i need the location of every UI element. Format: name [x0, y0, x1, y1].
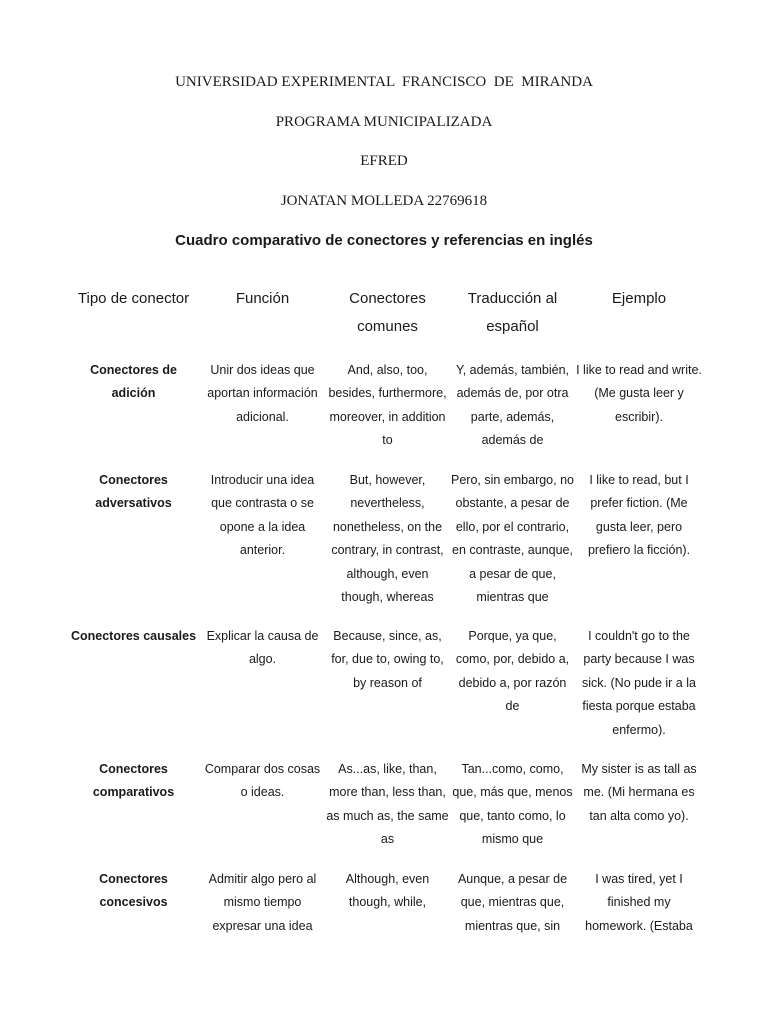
table-row: [67, 357, 703, 467]
document-title: Cuadro comparativo de conectores y referencias en inglés: [175, 232, 593, 249]
table-row: [67, 756, 703, 866]
cell-example: I couldn't go to the party because I was sick. (No pude ir a la fiesta porque estaba enfermo).: [582, 629, 696, 737]
cell-type: Conectores de adición: [90, 363, 177, 401]
cell-translation: Porque, ya que, como, por, debido a, debido a, por razón de: [455, 629, 570, 714]
cell-translation: Pero, sin embargo, no obstante, a pesar de ello, por el contrario, en contraste, aunque, a pesar de que, mientras que: [451, 473, 574, 605]
table-header-row: [67, 283, 703, 357]
cell-type: Conectores causales: [70, 629, 197, 643]
column-header-type: Tipo de conector: [77, 290, 190, 307]
cell-connectors: Although, even though, while,: [345, 872, 430, 910]
university-name: UNIVERSIDAD EXPERIMENTAL FRANCISCO DE MIRANDA: [175, 74, 593, 90]
cell-type: Conectores comparativos: [92, 762, 175, 800]
student-name: JONATAN MOLLEDA 22769618: [280, 193, 488, 209]
cell-function: Unir dos ideas que aportan información adicional.: [207, 363, 318, 424]
column-header-connectors: Conectores comunes: [349, 290, 426, 335]
subject-name: EFRED: [360, 153, 408, 169]
cell-translation: Aunque, a pesar de que, mientras que, mientras que, sin: [457, 872, 568, 933]
cell-example: I like to read and write. (Me gusta leer y escribir).: [576, 363, 702, 424]
program-name: PROGRAMA MUNICIPALIZADA: [275, 114, 493, 130]
column-header-translation: Traducción al español: [467, 290, 558, 335]
column-header-function: Función: [235, 290, 290, 307]
cell-function: Introducir una idea que contrasta o se opone a la idea anterior.: [210, 473, 315, 558]
table-row: [67, 623, 703, 756]
cell-translation: Tan...como, como, que, más que, menos que, tanto como, lo mismo que: [452, 762, 573, 847]
cell-type: Conectores concesivos: [99, 872, 168, 910]
cell-function: Explicar la causa de algo.: [206, 629, 319, 667]
cell-connectors: And, also, too, besides, furthermore, moreover, in addition to: [328, 363, 447, 448]
cell-example: My sister is as tall as me. (Mi hermana es tan alta como yo).: [581, 762, 697, 823]
table-row: [67, 467, 703, 623]
table-row: [67, 866, 703, 946]
cell-translation: Y, además, también, además de, por otra parte, además, además de: [455, 363, 570, 448]
cell-connectors: Because, since, as, for, due to, owing to, by reason of: [331, 629, 444, 690]
cell-example: I was tired, yet I finished my homework. (Estaba: [585, 872, 693, 933]
column-header-example: Ejemplo: [611, 290, 667, 307]
cell-example: I like to read, but I prefer fiction. (Me gusta leer, pero prefiero la ficción).: [587, 473, 691, 558]
cell-connectors: But, however, nevertheless, nonetheless, on the contrary, in contrast, although, even though, whereas: [331, 473, 444, 605]
cell-function: Comparar dos cosas o ideas.: [204, 762, 321, 800]
comparison-table: [67, 283, 703, 946]
cell-connectors: As...as, like, than, more than, less than, as much as, the same as: [326, 762, 449, 847]
cell-function: Admitir algo pero al mismo tiempo expresar una idea: [208, 872, 317, 933]
cell-type: Conectores adversativos: [95, 473, 172, 511]
